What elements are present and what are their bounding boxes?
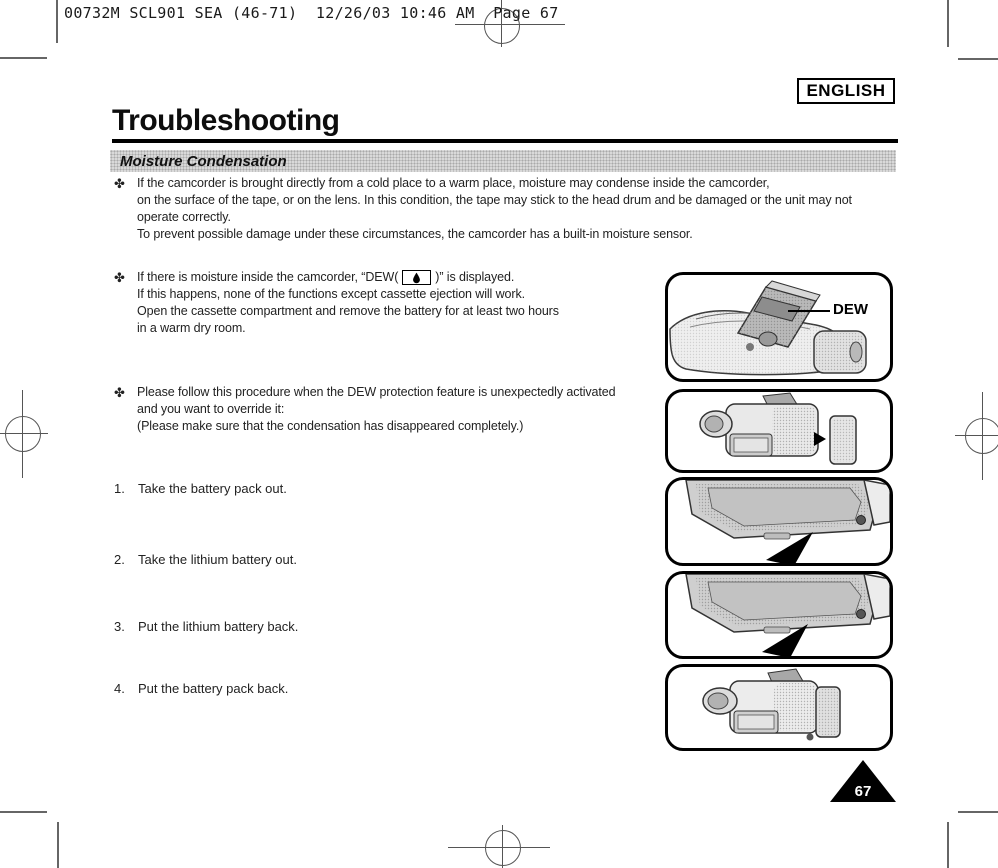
step-number: 2. xyxy=(114,552,125,567)
clover-bullet-icon: ✤ xyxy=(114,385,125,400)
figure-lithium-battery-back xyxy=(665,571,893,659)
clover-bullet-icon: ✤ xyxy=(114,176,125,191)
step-2 xyxy=(114,551,297,568)
text-line: and you want to override it: xyxy=(137,402,285,416)
text-line: (Please make sure that the condensation has disappeared completely.) xyxy=(137,419,524,433)
language-badge xyxy=(797,78,895,104)
bullet-dew-display xyxy=(114,269,559,337)
page-number-badge xyxy=(830,760,896,802)
crop-mark-bottom-left-horizontal xyxy=(0,811,47,813)
text-line: If this happens, none of the functions except cassette ejection will work. xyxy=(137,287,525,301)
title-rule xyxy=(112,139,898,143)
figure-battery-pack-removal xyxy=(665,389,893,473)
crop-mark-bottom-right-vertical xyxy=(947,822,949,868)
step-text: Take the battery pack out. xyxy=(138,481,287,496)
camcorder-illustration xyxy=(668,392,890,470)
step-number: 4. xyxy=(114,681,125,696)
crop-mark-top-right-horizontal xyxy=(958,58,998,60)
page-number-triangle xyxy=(830,760,896,802)
step-number: 3. xyxy=(114,619,125,634)
crop-mark-top-right-vertical xyxy=(947,0,949,47)
text-line: on the surface of the tape, or on the lens. In this condition, the tape may stick to the head drum and be damaged or the unit may not xyxy=(137,193,852,207)
print-header-line: 00732M SCL901 SEA (46-71) 12/26/03 10:46 AM Page 67 xyxy=(64,4,559,22)
step-1 xyxy=(114,480,287,497)
droplet-glyph xyxy=(412,272,421,284)
step-3 xyxy=(114,618,298,635)
step-number: 1. xyxy=(114,481,125,496)
text-segment: )” is displayed. xyxy=(435,270,515,284)
camcorder-illustration xyxy=(668,275,890,379)
dew-label: DEW xyxy=(833,301,868,318)
text-line: operate correctly. xyxy=(137,210,231,224)
section-title: Moisture Condensation xyxy=(120,152,287,170)
bullet-dew-override xyxy=(114,384,615,435)
text-line: To prevent possible damage under these circumstances, the camcorder has a built-in moisture sensor. xyxy=(137,227,693,241)
text-line: Open the cassette compartment and remove the battery for at least two hours xyxy=(137,304,559,318)
crop-mark-bottom-right-horizontal xyxy=(958,811,998,813)
figure-lithium-battery-out xyxy=(665,477,893,566)
camcorder-illustration xyxy=(668,574,890,656)
step-text: Put the lithium battery back. xyxy=(138,619,299,634)
dew-droplet-icon xyxy=(402,270,431,285)
camcorder-illustration xyxy=(668,667,890,748)
crop-mark-top-left-vertical xyxy=(56,0,58,43)
section-header xyxy=(110,150,896,172)
text-line: Please follow this procedure when the DEW protection feature is unexpectedly activated xyxy=(137,385,616,399)
language-badge-label: ENGLISH xyxy=(806,81,886,100)
text-segment: If there is moisture inside the camcorder, “DEW( xyxy=(137,270,399,284)
figure-camcorder-viewfinder-dew xyxy=(665,272,893,382)
text-line: in a warm dry room. xyxy=(137,321,246,335)
crop-mark-top-left-horizontal xyxy=(0,57,47,59)
step-text: Take the lithium battery out. xyxy=(138,552,297,567)
page-number: 67 xyxy=(854,783,872,800)
step-text: Put the battery pack back. xyxy=(138,681,289,696)
camcorder-illustration xyxy=(668,480,890,563)
dew-leader-line xyxy=(788,310,830,312)
clover-bullet-icon: ✤ xyxy=(114,270,125,285)
figure-battery-pack-back xyxy=(665,664,893,751)
text-line: If the camcorder is brought directly from a cold place to a warm place, moisture may condense inside the camcorder, xyxy=(137,176,770,190)
step-4 xyxy=(114,680,288,697)
page-title: Troubleshooting xyxy=(112,104,340,137)
text-line xyxy=(137,269,559,286)
crop-mark-bottom-left-vertical xyxy=(57,822,59,868)
bullet-moisture-intro xyxy=(114,175,852,243)
